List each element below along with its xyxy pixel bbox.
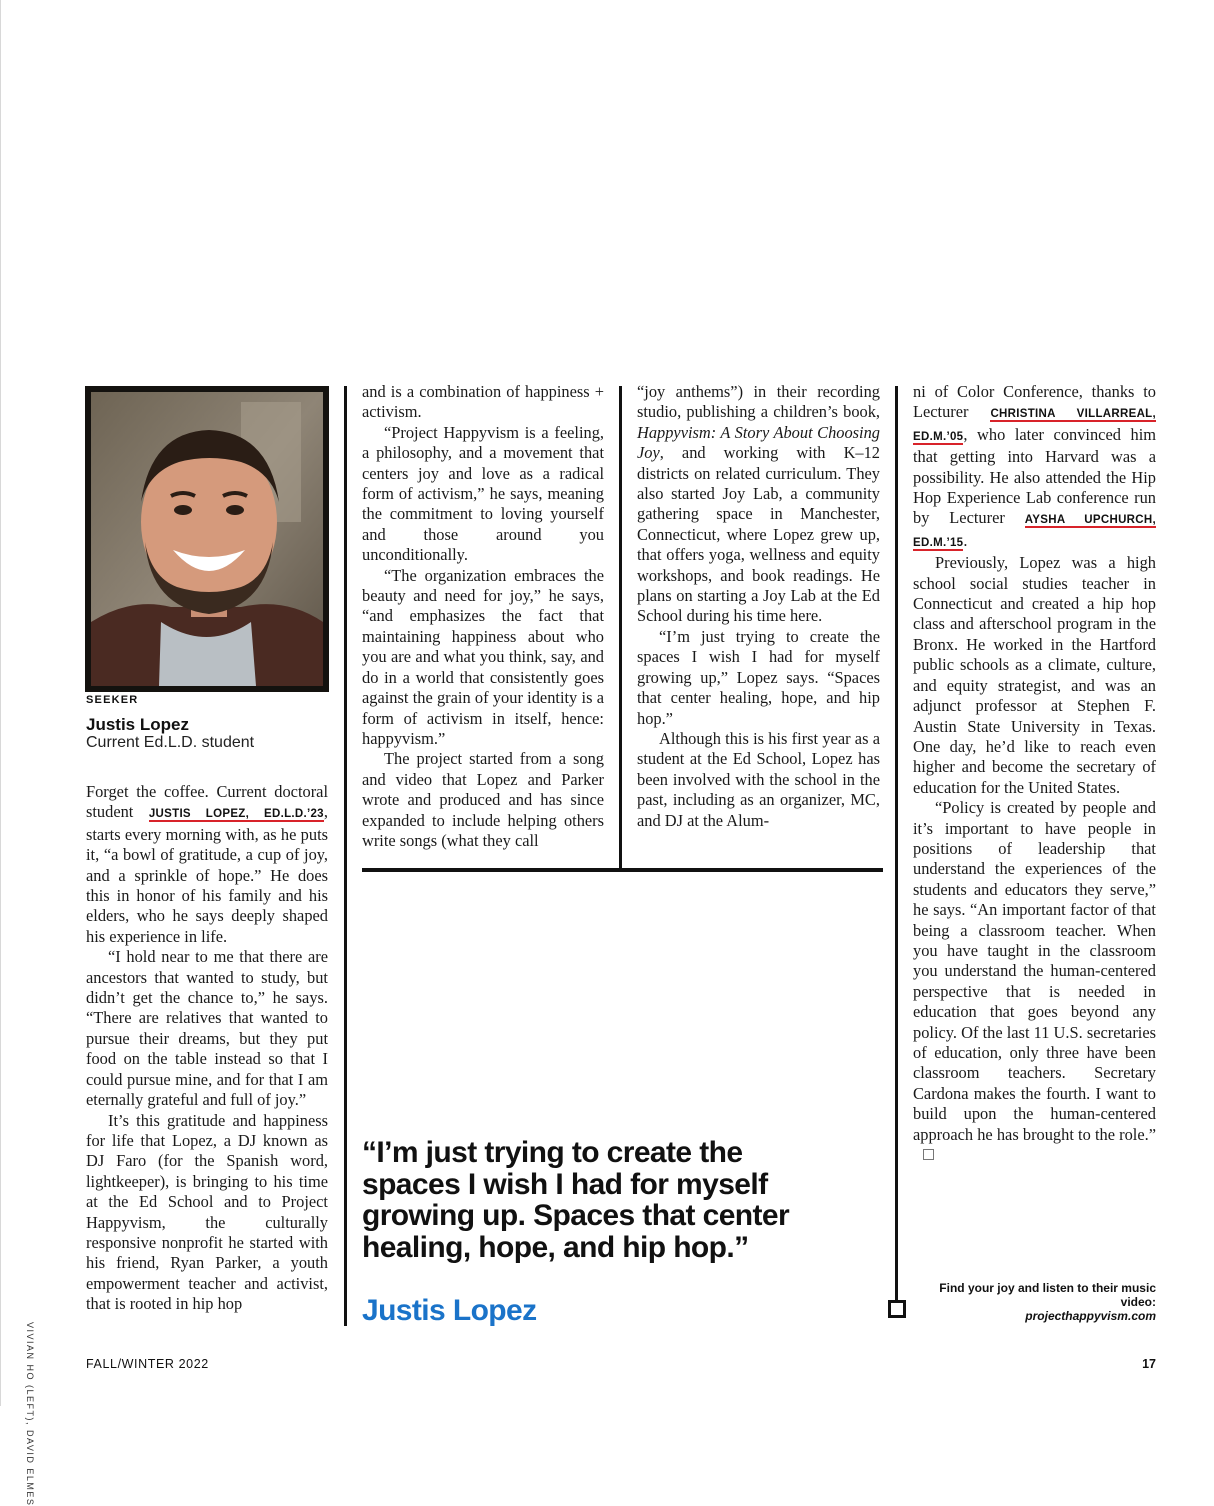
paragraph: The project started from a song and video that Lopez and Parker wrote and produced and has since expanded to include helping others write songs (what they call bbox=[362, 749, 604, 850]
paragraph bbox=[86, 1111, 328, 1315]
person-name: Justis Lopez bbox=[86, 715, 189, 734]
portrait-illustration bbox=[91, 392, 323, 686]
sidebar-label: SEEKER bbox=[86, 694, 139, 706]
paragraph bbox=[637, 729, 880, 831]
pull-quote: “I’m just trying to create the spaces I wish I had for myself growing up. Spaces that center healing, hope, and hip hop.” bbox=[362, 1136, 790, 1264]
music-video-callout bbox=[936, 1281, 1156, 1323]
text-run: DJ bbox=[237, 1130, 257, 1150]
article-column-2 bbox=[362, 382, 604, 851]
text-run: , who later convinced him that getting into Harvard was a possibility. He also attended the Hip Hop Experience Lab conference run by Lecturer bbox=[913, 424, 1156, 528]
page-number: 17 bbox=[1142, 1357, 1156, 1371]
paragraph: “Project Happyvism is a feeling, a philosophy, and a movement that centers joy and love as a radical form of activism,” he says, meaning the commitment to loving yourself and those around you unconditionally. bbox=[362, 422, 604, 565]
text-run: . bbox=[963, 530, 968, 550]
article-column-4 bbox=[913, 382, 1156, 1165]
callout-text: Find your joy and listen to their music video: bbox=[939, 1281, 1156, 1309]
text-run: Faro (for the Spanish word, lightkeeper), is bringing to his time at the Ed School and to Project Happyvism, the culturally responsive nonprofit he started with his friend, Ryan Parker, a youth empowerment teacher and activist, that is rooted in hip hop bbox=[86, 1151, 328, 1314]
issue-label: FALL/WINTER 2022 bbox=[86, 1357, 209, 1371]
horizontal-rule bbox=[362, 868, 883, 872]
paragraph bbox=[86, 782, 328, 947]
column-divider bbox=[344, 386, 347, 1326]
paragraph bbox=[637, 382, 880, 627]
end-of-article-square-icon bbox=[923, 1149, 934, 1160]
website-link[interactable]: projecthappyvism.com bbox=[1025, 1309, 1156, 1323]
text-run: , and bbox=[637, 790, 880, 830]
book-title: Happyvism: A Story About Choosing Joy bbox=[637, 422, 880, 463]
text-run: , and working with K–12 districts on related curriculum. They also started Joy Lab, a community gathering space in Manchester, Connecticut, where Lopez grew up, that offers yoga, wellness and equity workshops, and book readings. He plans on starting a Joy Lab at the Ed School during his time here. bbox=[637, 443, 880, 626]
pull-quote-attribution: Justis Lopez bbox=[362, 1294, 537, 1327]
person-name-highlight: JUSTIS LOPEZ, ED.L.D.’23 bbox=[148, 808, 324, 821]
column-divider bbox=[619, 386, 622, 870]
text-run: , starts every morning with, as he puts it, “a bowl of gratitude, a cup of joy, and a sprinkle of hope.” He does this in honor of his family and his elders, who he says deeply shaped his experience in life. bbox=[86, 802, 328, 946]
text-run: at the Alum- bbox=[687, 810, 770, 830]
text-run: “joy anthems”) in their recording studio, publishing a children’s book, bbox=[637, 382, 880, 422]
person-name-highlight: AYSHA UPCHURCH, ED.M.’15 bbox=[913, 514, 1156, 549]
paragraph: Previously, Lopez was a high school social studies teacher in Connecticut and created a hip hop class and afterschool program in the Bronx. He worked in the Hartford public schools as a climate, culture, and equity strategist, and was an adjunct professor at Stephen F. Austin State University in Texas. One day, he’d like to reach even higher and become the secretary of education for the United States. bbox=[913, 553, 1156, 797]
paragraph: and is a combination of happiness + activism. bbox=[362, 382, 604, 422]
article-column-3 bbox=[637, 382, 880, 831]
paragraph: “I hold near to me that there are ancestors that wanted to study, but didn’t get the chance to,” he says. “There are relatives that wanted to pursue their dreams, but they put food on the table instead so that I could pursue mine, and for that I am eternally grateful and full of joy.” bbox=[86, 947, 328, 1110]
text-run: ni of Color Conference, thanks to Lecturer bbox=[913, 382, 1156, 422]
text-run: DJ bbox=[86, 1151, 105, 1171]
text-run: It’s this gratitude and happiness for life that Lopez, a bbox=[86, 1110, 328, 1150]
photo-credit: VIVIAN HO (LEFT), DAVID ELMES bbox=[25, 1322, 35, 1506]
rule-end-square-icon bbox=[888, 1300, 906, 1318]
person-role: Current Ed.L.D. student bbox=[86, 734, 255, 751]
text-run: known as bbox=[262, 1130, 328, 1150]
paragraph bbox=[913, 382, 1156, 553]
paragraph: “I’m just trying to create the spaces I wish I had for myself growing up,” Lopez says. “Spaces that center healing, hope, and hip hop.” bbox=[637, 626, 880, 728]
text-run: MC bbox=[850, 790, 876, 810]
text-run: “Policy is created by people and it’s important to have people in positions of leadership that understand the experiences of the students and educators they serve,” he says. “An important factor of that being a classroom teacher. When you have taught in the classroom you understand the human-centered perspective that is needed in education that goes beyond any policy. Of the last 11 U.S. secretaries of education, only three have been classroom teachers. Secretary Cardona makes the fourth. I want to build upon the human-centered approach he has brought to the role.” bbox=[913, 798, 1156, 1144]
paragraph: “The organization embraces the beauty and need for joy,” he says, “and emphasizes the fact that maintaining happiness about who you are and what you think, say, and do in a world that consistently goes against the grain of your identity is a form of activism in itself, hence: happyvism.” bbox=[362, 565, 604, 748]
portrait-photo bbox=[85, 386, 329, 692]
article-column-1 bbox=[86, 782, 328, 1315]
paragraph bbox=[913, 798, 1156, 1165]
person-name-highlight: CHRISTINA VILLARREAL, ED.M.’05 bbox=[913, 408, 1156, 443]
text-run: Although this is his first year as a student at the Ed School, Lopez has been involved with the school in the past, including as an organizer, bbox=[637, 728, 880, 810]
column-divider bbox=[895, 386, 898, 1304]
text-run: Forget the coffee. Current doctoral student bbox=[86, 782, 328, 822]
text-run: DJ bbox=[664, 810, 683, 830]
